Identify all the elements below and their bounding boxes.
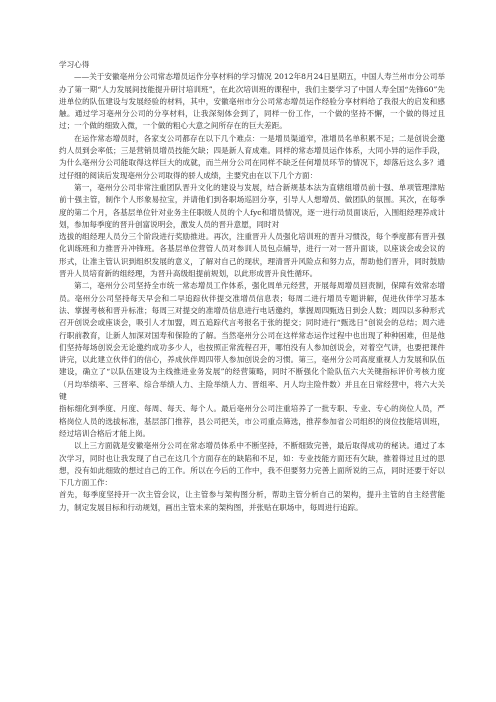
paragraph-3: 第一，亳州分公司非常注重团队晋升文化的建设与发展，结合新规基本法为直辖组增员前十强、单项管理津贴前十强主管，制作个人形象易拉宝，并请他们到各职场巡回分享，引导人人想增员、做团队的氛围。其次，在每季度的第二个月，各基层单位针对业务主任职级人员的个人fyc和增员情况，逐一进行动员面谈后，入围组经理养成计划，参加每季度的晋升创富说明会，激发人员的晋升意愿，同时对 bbox=[59, 182, 445, 229]
paragraph-2: 在运作常态增员时，各家支公司都存在以下几个难点：一是增员渠道窄，准增员名单积累不足；二是创说会邀约人员到会率低；三是营销员增员技能欠缺；四是新人育成难。同样的常态增员运作体系，大同小异的运作手段，为什么亳州分公司能取得这样巨大的成就，而兰州分公司在同样不缺乏任何增员环节的情况下，却落后这么多？通过仔细的阅读后发现亳州分公司取得的骄人成绩，主要究由在以下几个方面： bbox=[59, 133, 445, 180]
paragraph-5: 第二，亳州分公司坚持全市统一常态增员工作体系，强化周单元经营，开展每周增员回责制，保障有效常态增员。亳州分公司坚持每天早会和二早追踪伙伴提交准增员信息表；每周二进行增员专题讲解，促进伙伴学习基本法、掌握考核和晋升标准；每周三对提交的准增员信息进行电话邀约，掌握周四甄选日到会人数；周四以多种形式召开创说会或座谈会，吸引人才加盟，周五追踪代言考报名于张的提交；同时进行“甄选日”创说会的总结；周六进行职前教育，让新人加深对国寿和保险的了解。当然亳州分公司在这样常态运作过程中也出现了种种困难，但是他们坚持每场创说会无论邀约成功多少人，也按照正常流程召开，哪怕没有人参加创说会，对着空气讲，也要把课件讲完，以此建立伙伴们的信心，养成伙伴周四带人参加创说会的习惯。第三，亳州分公司高度重视人力发展和队伍建设，确立了“以队伍建设为主线推进业务发展”的经营策略，同时不断强化个险队伍六大关键指标评价考核力度（月均举绩率、三晋率、综合举绩人力、主险举绩人力、晋组率、月人均主险件数）并且在日常经营中，将六大关键 bbox=[59, 281, 445, 402]
document-title: 学习心得 bbox=[59, 60, 90, 69]
paragraph-6: 指标细化到季度、月度、每周、每天、每个人。最后亳州分公司注重培养了一批专职、专业、专心的岗位人员，严格岗位人员的选拔标准，基层部门推荐，县公司把关，市公司重点筛选，推荐参加省公司组织的岗位技能培训班，经过培训合格后才能上岗。 bbox=[59, 404, 445, 438]
document-body bbox=[59, 59, 445, 514]
paragraph-7: 以上三方面就是安徽亳州分公司在常态增员体系中不断坚持，不断细致完善，最后取得成功的秘诀。通过了本次学习，同时也让我发现了自己在这几个方面存在的缺陷和不足，如：专业技能方面还有欠缺，推着得过且过的思想，没有如此细致的想过自己的工作。所以在今后的工作中，我不但要努力完善上面所说的三点，同时还要于好以下几方面工作： bbox=[59, 441, 445, 488]
paragraph-1: ——关于安徽亳州分公司常态增员运作分享材料的学习情况 2012年8月24日星期五，中国人寿兰州市分公司举办了第一期“人力发展间技能提升研讨培训班”，在此次培训班的课程中，我们主要学习了中国人寿全国“先锋60”先进单位的队伍建设与发展经验的材料，其中，安徽亳州市分公司常态增员运作经验分享材料给了我很大的启发和感触。通过学习亳州分公司的分享材料，让我深刻体会到了，同样一份工作，一个做的坚持不懈，一个做的得过且过；一个做的细致入微，一个做的粗心大意之间所存在的巨大差距。 bbox=[59, 72, 445, 131]
paragraph-8: 首先，每季度坚持开一次主管会议，让主管参与架构图分析，帮助主管分析自己的架构，提升主管的自主经营能力，制定发展目标和行动规划，画出主管未来的架构图，并张贴在职场中，每周进行追踪。 bbox=[59, 490, 445, 512]
paragraph-4: 选拔的组经理人员分三个阶段进行奖励推进。再次，注重晋升人员强化培训班的晋升习惯没，每个季度都有晋升强化训练班和力推晋升冲锋班。各基层单位营管人员对参训人员包点辅导，进行一对一晋升面谈，以座谈会或会议的形式，让准主管认识到组织发展的意义，了解对自己的现状，理清晋升风险点和努力点，帮助他们晋升，同时鼓励晋升人员培育新的组经理，为晋升高级组提前规划，以此形成晋升良性循环。 bbox=[59, 232, 445, 279]
